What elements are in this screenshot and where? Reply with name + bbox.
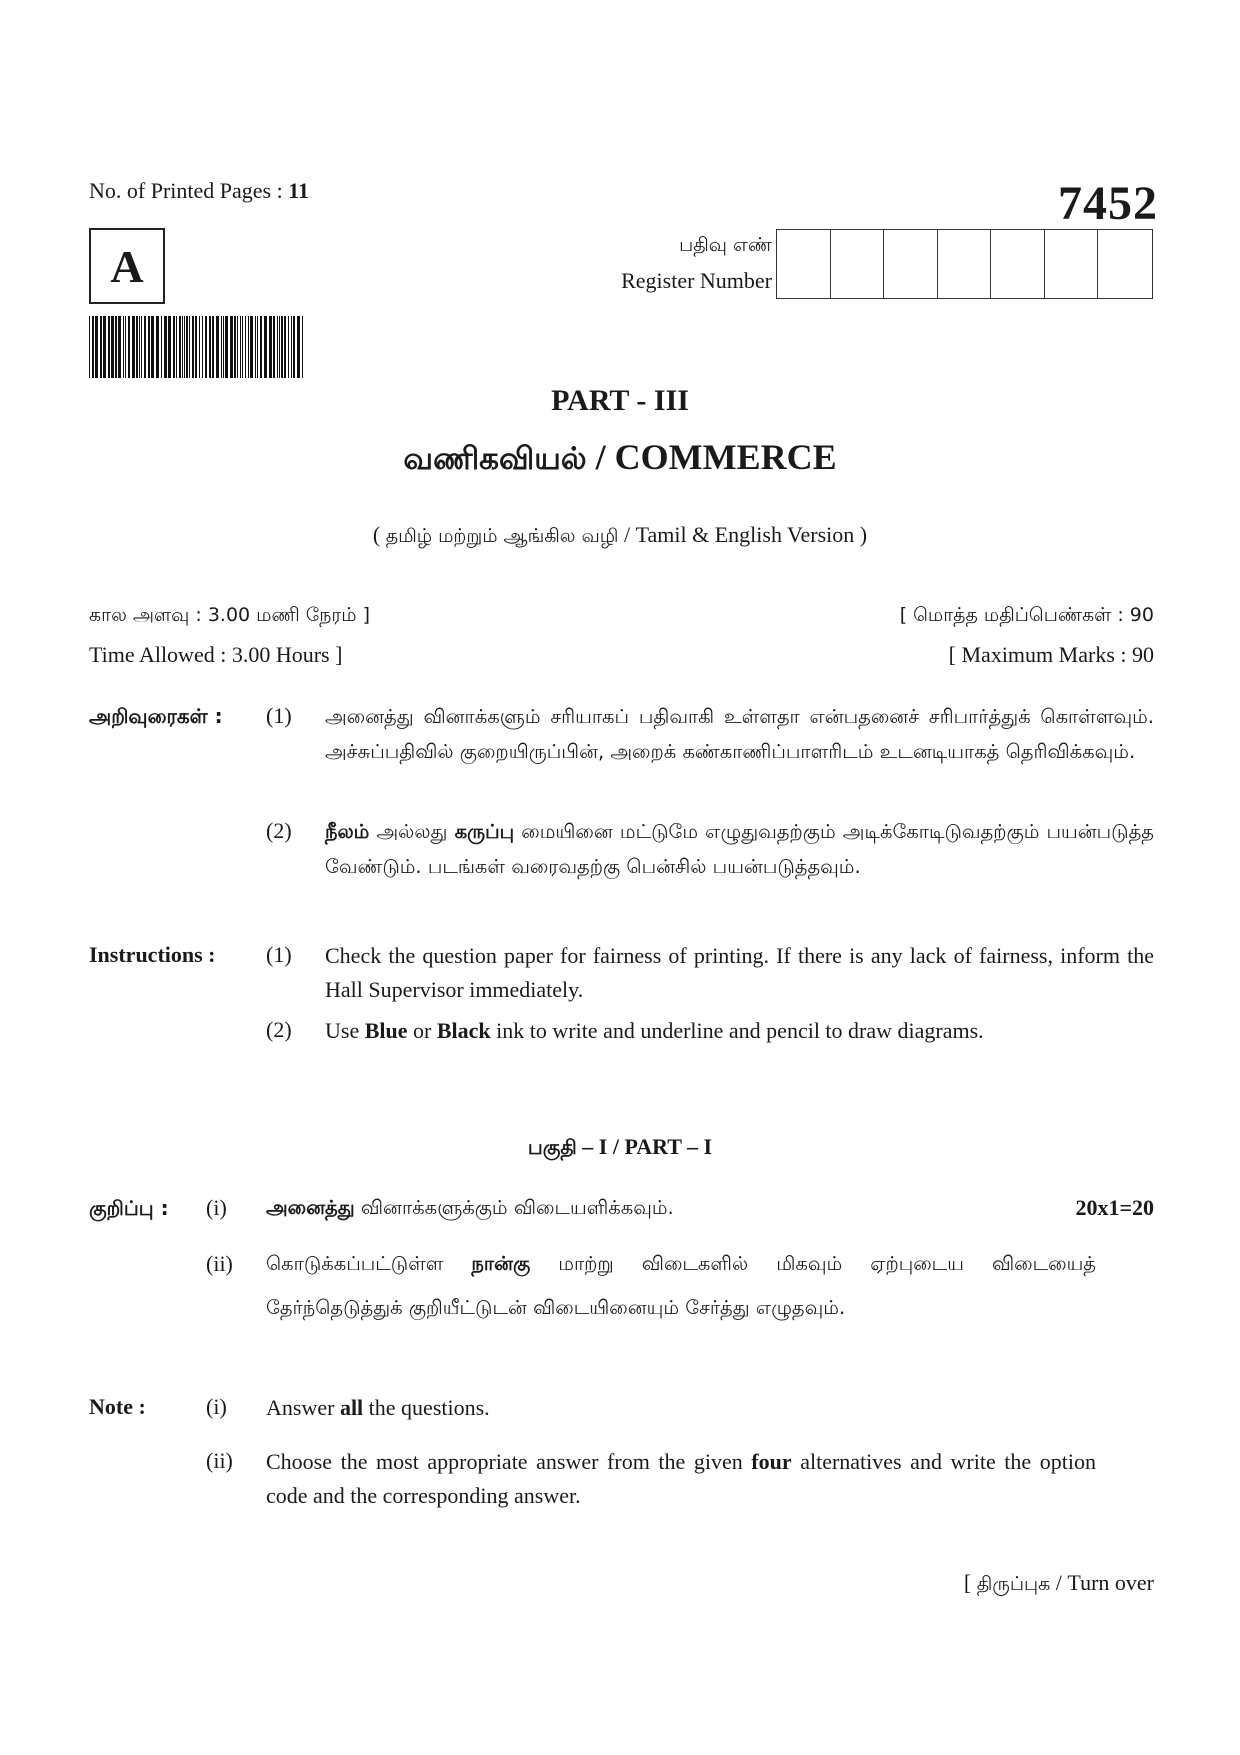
barcode-icon bbox=[89, 316, 307, 378]
paper-code: 7452 bbox=[1058, 177, 1158, 230]
register-label-tamil: பதிவு எண் bbox=[679, 234, 772, 256]
instruction-number: (2) bbox=[266, 1017, 292, 1042]
version-tamil: தமிழ் மற்றும் ஆங்கில வழி bbox=[385, 525, 619, 547]
note-text-english-1 bbox=[266, 1391, 1096, 1425]
part-one-heading bbox=[0, 1134, 1240, 1162]
instruction-number: (1) bbox=[266, 703, 292, 728]
turn-over bbox=[964, 1570, 1154, 1598]
printed-pages-label: No. of Printed Pages : bbox=[89, 178, 289, 203]
turn-over-tamil: திருப்புக bbox=[976, 1573, 1051, 1595]
register-digit-box[interactable] bbox=[831, 230, 885, 298]
series-letter: A bbox=[110, 240, 144, 292]
turn-over-english: / Turn over bbox=[1050, 1570, 1154, 1595]
register-number-grid[interactable] bbox=[776, 229, 1153, 299]
time-marks-english bbox=[89, 642, 1154, 668]
register-digit-box[interactable] bbox=[938, 230, 992, 298]
instruction-pre: Use bbox=[325, 1018, 365, 1043]
series-box bbox=[89, 228, 165, 304]
register-label-english: Register Number bbox=[621, 268, 772, 293]
marks-tamil: [ மொத்த மதிப்பெண்கள் : 90 bbox=[899, 604, 1154, 626]
instruction-number: (1) bbox=[266, 942, 292, 967]
instruction-text-tamil-2 bbox=[325, 814, 1154, 884]
subject-title bbox=[0, 436, 1240, 481]
part-title: PART - III bbox=[551, 384, 689, 417]
ink-black-tamil: கருப்பு bbox=[454, 820, 515, 843]
note-number: (i) bbox=[206, 1195, 227, 1220]
note-text-tamil-2 bbox=[266, 1242, 1096, 1330]
note-number: (ii) bbox=[206, 1251, 233, 1276]
time-tamil: கால அளவு : 3.00 மணி நேரம் ] bbox=[89, 604, 370, 626]
ink-blue-english: Blue bbox=[364, 1018, 408, 1043]
note-label-tamil: குறிப்பு : bbox=[89, 1196, 169, 1220]
ink-blue-tamil: நீலம் bbox=[325, 820, 370, 843]
note-text-tamil-1 bbox=[266, 1186, 966, 1230]
subject-tamil: வணிகவியல் bbox=[403, 441, 587, 477]
register-digit-box[interactable] bbox=[1045, 230, 1099, 298]
instructions-label-tamil: அறிவுரைகள் : bbox=[89, 704, 223, 728]
instruction-connector: or bbox=[407, 1018, 437, 1043]
time-marks-tamil bbox=[89, 604, 1154, 629]
note-pre-english: Answer bbox=[266, 1395, 340, 1420]
note-rest-tamil: வினாக்களுக்கும் விடையளிக்கவும். bbox=[354, 1196, 674, 1219]
register-digit-box[interactable] bbox=[1098, 230, 1152, 298]
note-number: (i) bbox=[206, 1394, 227, 1419]
instruction-number: (2) bbox=[266, 818, 292, 843]
register-digit-box[interactable] bbox=[884, 230, 938, 298]
instruction-rest-english: ink to write and underline and pencil to draw diagrams. bbox=[490, 1018, 984, 1043]
marks-allocation: 20x1=20 bbox=[1075, 1195, 1154, 1220]
turn-over-open: [ bbox=[963, 1570, 977, 1595]
subject-separator: / bbox=[586, 437, 615, 477]
note-number: (ii) bbox=[206, 1448, 233, 1473]
note-all-tamil: அனைத்து bbox=[266, 1196, 355, 1219]
instruction-connector: அல்லது bbox=[369, 820, 455, 843]
register-digit-box[interactable] bbox=[777, 230, 831, 298]
note-text-english-2 bbox=[266, 1445, 1096, 1513]
version-line bbox=[0, 522, 1240, 550]
instruction-text-tamil-1: அனைத்து வினாக்களும் சரியாகப் பதிவாகி உள்ளதா என்பதனைச் சரிபார்த்துக் கொள்ளவும். அச்சுப்பதிவில் குறையிருப்பின், அறைக் கண்காணிப்பாளரிடம் உடனடியாகத் தெரிவிக்கவும். bbox=[325, 705, 1154, 763]
note-rest-english: the questions. bbox=[363, 1395, 490, 1420]
part-one-english: – I / PART – I bbox=[576, 1134, 713, 1159]
time-english: Time Allowed : 3.00 Hours ] bbox=[89, 642, 343, 667]
instruction-rest-tamil: மையினை மட்டுமே எழுதுவதற்கும் அடிக்கோடிடுவதற்கும் பயன்படுத்த வேண்டும். படங்கள் வரைவதற்கு பென்சில் பயன்படுத்தவும். bbox=[325, 820, 1154, 878]
register-digit-box[interactable] bbox=[991, 230, 1045, 298]
note-pre-tamil: கொடுக்கப்பட்டுள்ள bbox=[266, 1252, 472, 1275]
printed-pages bbox=[89, 178, 309, 204]
instruction-text-english-1: Check the question paper for fairness of printing. If there is any lack of fairness, inform the Hall Supervisor immediately. bbox=[325, 943, 1154, 1002]
printed-pages-count: 11 bbox=[288, 178, 309, 203]
note-pre-english: Choose the most appropriate answer from the given bbox=[266, 1449, 752, 1474]
note-rest-tamil: மாற்று விடைகளில் மிகவும் ஏற்புடைய விடையைத் தேர்ந்தெடுத்துக் குறியீட்டுடன் விடையினையும் சேர்த்து எழுதவும். bbox=[266, 1252, 1097, 1319]
part-one-tamil: பகுதி bbox=[527, 1135, 577, 1159]
note-four-tamil: நான்கு bbox=[471, 1252, 531, 1275]
marks-english: [ Maximum Marks : 90 bbox=[948, 642, 1154, 667]
note-rest-english: alternatives and write the option code and the corresponding answer. bbox=[266, 1449, 1096, 1508]
note-four-english: four bbox=[751, 1449, 792, 1474]
version-english: / Tamil & English Version ) bbox=[618, 522, 868, 547]
subject-english: COMMERCE bbox=[614, 437, 837, 477]
ink-black-english: Black bbox=[436, 1018, 491, 1043]
note-label-english: Note : bbox=[89, 1394, 146, 1419]
register-labels bbox=[621, 228, 772, 298]
instructions-label-english: Instructions : bbox=[89, 942, 216, 967]
instruction-text-english-2 bbox=[325, 1014, 1154, 1048]
note-all-english: all bbox=[339, 1395, 364, 1420]
version-open: ( bbox=[372, 522, 386, 547]
